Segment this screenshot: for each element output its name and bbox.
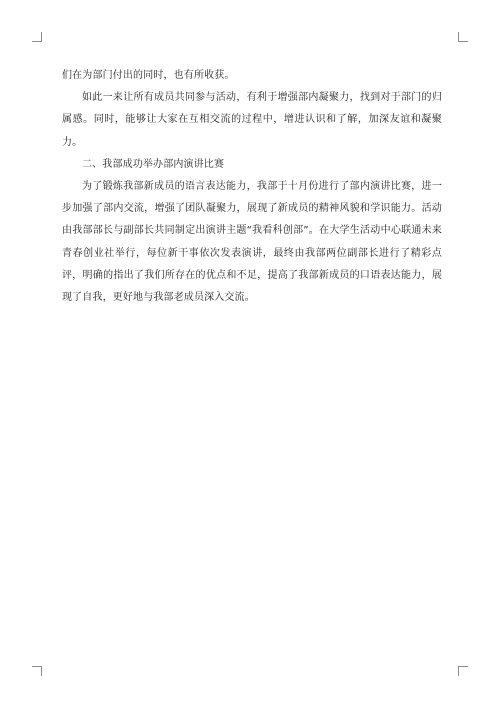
- paragraph-continuation: 们在为部门付出的同时，也有所收获。: [62, 70, 235, 81]
- top-right-crop-mark: [458, 32, 468, 42]
- paragraph-cohesion: 如此一来让所有成员共同参与活动，有利于增强部内凝聚力，找到对于部门的归属感。同时，能够让大家在互相交流的过程中，增进认识和了解，加深友谊和凝聚力。: [62, 92, 442, 148]
- section-heading: 二、我部成功举办部内演讲比赛: [82, 158, 225, 170]
- top-left-crop-mark: [32, 32, 42, 42]
- paragraph-speech-contest: 为了锻炼我部新成员的语言表达能力，我部于十月份进行了部内演讲比赛，进一步加强了部内交流，增强了团队凝聚力，展现了新成员的精神风貌和学识能力。活动由我部部长与副部长共同制定出演讲主题“我看科创部”。在大学生活动中心联通未来青春创业社举行，每位新干事依次发表演讲，最终由我部两位副部长进行了精彩点评，明确的指出了我们所存在的优点和不足，提高了我部新成员的口语表达能力，展现了自我，更好地与我部老成员深入交流。: [62, 181, 442, 304]
- document-body: [62, 65, 442, 309]
- bottom-right-crop-mark: [458, 666, 468, 676]
- bottom-left-crop-mark: [32, 666, 42, 676]
